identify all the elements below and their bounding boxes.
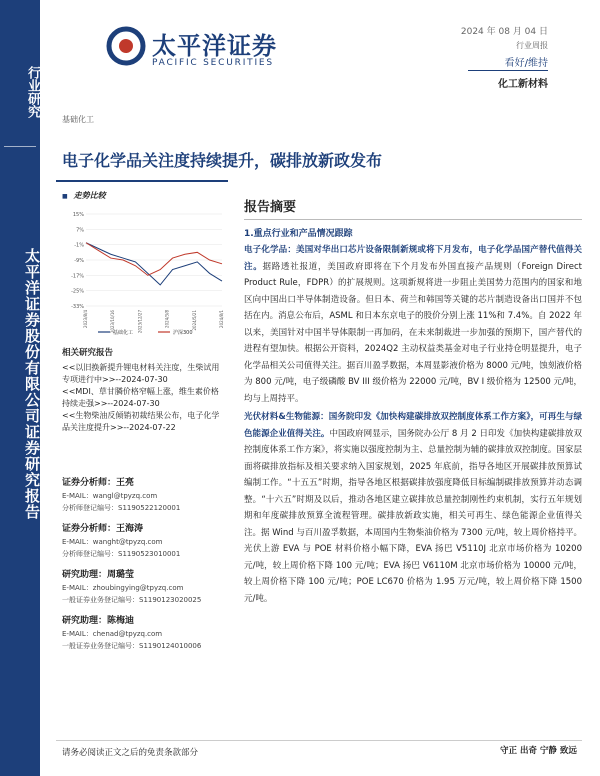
y-tick-label: 7% — [76, 227, 84, 234]
summary-title: 报告摘要 — [244, 200, 297, 215]
rating-underline — [468, 70, 548, 71]
related-report-item[interactable]: <<MDI、草甘膦价格窄幅上涨，维生素价格持续走强>>--2024-07-30 — [62, 387, 219, 408]
x-tick-label: 2024/8/1 — [219, 310, 224, 328]
header — [40, 0, 600, 100]
paragraph-highlight: 电子化学品：美国对华出口芯片设备限制新规或将下月发布，电子化学品国产替代值得关注。 — [244, 245, 582, 272]
analyst-cert: 分析师登记编号：S1190522120001 — [62, 504, 181, 512]
rating: 看好/维持 — [504, 58, 548, 69]
analyst-list — [62, 476, 232, 660]
sidebar-divider — [4, 146, 36, 147]
series-line — [86, 243, 222, 276]
y-tick-label: -9% — [74, 258, 84, 264]
summary-paragraph — [244, 409, 582, 607]
analyst-cert: 分析师登记编号：S1190523010001 — [62, 550, 181, 558]
x-tick-label: 2023/12/27 — [137, 310, 143, 334]
left-sidebar — [0, 0, 40, 776]
x-tick-label: 2023/10/16 — [110, 310, 116, 334]
sector-tag: 基础化工 — [62, 115, 94, 124]
analyst-email[interactable]: E-MAIL：zhoubingying@tpyzq.com — [62, 584, 184, 592]
related-report-item[interactable]: <<生物柴油反倾销初裁结果公布，电子化学品关注度提升>>--2024-07-22 — [62, 411, 220, 432]
footer-disclaimer: 请务必阅读正文之后的免责条款部分 — [62, 748, 199, 758]
footer-rule — [56, 740, 582, 741]
footer-motto: 守正 出奇 宁静 致远 — [500, 746, 577, 756]
analyst-card — [62, 568, 232, 606]
analyst-name: 证券分析师：王海涛 — [62, 524, 144, 534]
sidebar-bottom-label: 太平洋证券股份有限公司证券研究报告 — [23, 248, 41, 520]
paragraph-text: 据路透社报道，美国政府即将在下个月发布外国直接产品规则（Foreign Direct Product Rule，FDPR）的扩展规则。这项新规将进一步阻止美国势力范围内的国家和地区向中国出口半导体制造设备。但日本、荷兰和韩国等关键的芯片制造设备出口国并不包括在内。消息公布后，ASML 和日本东京电子的股价分别上涨 11%和 7.4%。自 2022 年以来，美国针对中国半导体限制一再加码，在未来制裁进一步加强的预期下，国产替代的进程有望加快。根据公开资料，2024Q2 主动权益类基金对电子行业持仓明显提升，电子化学品相关公司值得关注。据百川盈孚数据，本周显影液价格为 8000 元/吨，蚀刻液价格为 800 元/吨，电子级磷酸 BV III 级价格为 22000 元/吨，BV I 级价格为 12500 元/吨，均与上周持平。 — [244, 261, 582, 404]
analyst-email[interactable]: E-MAIL：wangl@tpyzq.com — [62, 492, 158, 500]
x-tick-label: 2023/8/4 — [83, 310, 88, 328]
y-tick-label: -25% — [71, 288, 84, 295]
series-line — [86, 243, 222, 285]
analyst-card — [62, 522, 232, 560]
x-tick-label: 2024/3/8 — [164, 310, 170, 328]
paragraph-highlight: 光伏材料&生物能源：国务院印发《加快构建碳排放双控制度体系工作方案》，可再生与绿色能源企业值得关注。 — [244, 412, 582, 439]
analyst-email[interactable]: E-MAIL：wanght@tpyzq.com — [62, 538, 163, 546]
y-tick-label: -1% — [74, 242, 84, 249]
paragraph-text: 中国政府网显示，国务院办公厅 8 月 2 日印发《加快构建碳排放双控制度体系工作方案》，将实施以强度控制为主、总量控制为辅的碳排放双控制度。国家层面将碳排放指标及相关要求纳入国家规划，2025 年底前，指导各地区开展碳排放预算试编制工作。“十五五”时期，指导各地区根据碳排放强度降低目标编制碳排放预算并动态调整。“十六五”时期及以后，推动各地区建立碳排放总量控制刚性约束机制，实行五年规划期和年度碳排放预算全流程管理。碳排放新政实施，相关可再生、绿色能源企业值得关注。据 Wind 与百川盈孚数据，本周国内生物柴油价格为 7300 元/吨，较上周价格持平。光伏上游 EVA 与 POE 材料价格小幅下降，EVA 扬巴 V5110J 北京市场价格为 10200 元/吨，较上周价格下降 100 元/吨；EVA 扬巴 V6110M 北京市场价格为 10000 元/吨，较上周价格下降 100 元/吨；POE LC670 价格为 1.95 万元/吨，较上周价格下降 1500 元/吨。 — [244, 428, 582, 604]
page-title: 电子化学品关注度持续提升，碳排放新政发布 — [62, 151, 383, 170]
sidebar-top-label: 行业研究 — [25, 66, 40, 118]
report-date: 2024 年 08 月 04 日 — [460, 27, 548, 37]
analyst-card — [62, 476, 232, 514]
analyst-name: 证券分析师：王亮 — [62, 478, 135, 488]
industry-label: 化工新材料 — [498, 79, 548, 90]
related-reports-list — [62, 362, 226, 434]
analyst-name: 研究助理：陈梅迪 — [62, 616, 135, 626]
logo-text-en: PACIFIC SECURITIES — [152, 58, 274, 68]
trend-chart-title: ■ 走势比较 — [62, 190, 106, 201]
analyst-cert: 一般证券业务登记编号：S1190124010006 — [62, 642, 202, 650]
logo-text-cn: 太平洋证券 — [152, 32, 277, 60]
report-type: 行业周报 — [516, 41, 548, 50]
summary-rule — [244, 219, 582, 220]
analyst-name: 研究助理：周璐莹 — [62, 570, 135, 580]
summary-paragraph — [244, 242, 582, 407]
y-tick-label: -17% — [71, 273, 84, 280]
legend-label: 沪深300 — [173, 330, 193, 336]
left-column-rule — [56, 180, 228, 182]
legend-label: 基础化工 — [113, 330, 134, 336]
analyst-email[interactable]: E-MAIL：chenad@tpyzq.com — [62, 630, 163, 638]
analyst-card — [62, 614, 232, 652]
section-heading: 1.重点行业和产品情况跟踪 — [244, 229, 353, 239]
summary-column — [244, 196, 582, 609]
trend-chart — [62, 208, 228, 336]
related-report-item[interactable]: <<以旧换新提升锂电材料关注度，生柴试用专项进行中>>--2024-07-30 — [62, 363, 220, 384]
related-reports-title: 相关研究报告 — [62, 348, 114, 358]
analyst-cert: 一般证券业务登记编号：S1190123020025 — [62, 596, 202, 604]
y-tick-label: 15% — [72, 212, 84, 218]
y-tick-label: -33% — [71, 304, 84, 310]
x-tick-label: 2024/5/21 — [191, 310, 197, 331]
logo-icon — [106, 26, 146, 66]
